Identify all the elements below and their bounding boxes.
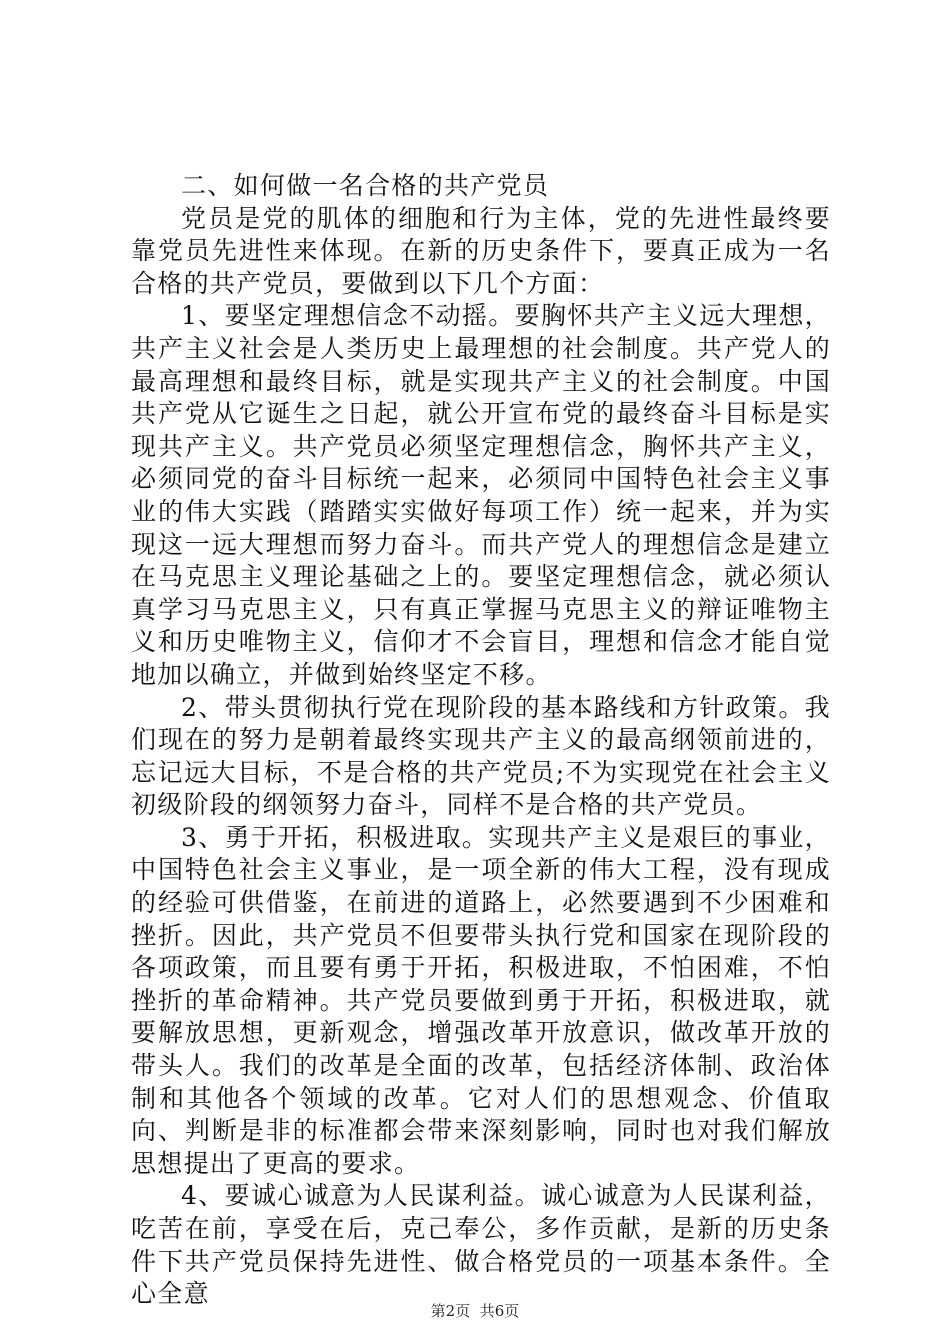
paragraph-intro: 党员是党的肌体的细胞和行为主体，党的先进性最终要靠党员先进性来体现。在新的历史条件下，要真正成为一名合格的共产党员，要做到以下几个方面： xyxy=(131,203,831,298)
page-number: 第2页 xyxy=(430,1302,471,1320)
section-heading: 二、如何做一名合格的共产党员 xyxy=(181,171,550,200)
page-footer xyxy=(0,1300,950,1321)
paragraph-point-4: 4、要诚心诚意为人民谋利益。诚心诚意为人民谋利益，吃苦在前，享受在后，克己奉公，多作贡献，是新的历史条件下共产党员保持先进性、做合格党员的一项基本条件。全心全意 xyxy=(131,1181,831,1309)
paragraph-point-2: 2、带头贯彻执行党在现阶段的基本路线和方针政策。我们现在的努力是朝着最终实现共产主义的最高纲领前进的，忘记远大目标，不是合格的共产党员;不为实现党在社会主义初级阶段的纲领努力奋斗，同样不是合格的共产党员。 xyxy=(131,692,831,820)
page-total: 共6页 xyxy=(479,1302,520,1320)
paragraph-point-1: 1、要坚定理想信念不动摇。要胸怀共产主义远大理想，共产主义社会是人类历史上最理想的社会制度。共产党人的最高理想和最终目标，就是实现共产主义的社会制度。中国共产党从它诞生之日起，就公开宣布党的最终奋斗目标是实现共产主义。共产党员必须坚定理想信念，胸怀共产主义，必须同党的奋斗目标统一起来，必须同中国特色社会主义事业的伟大实践（踏踏实实做好每项工作）统一起来，并为实现这一远大理想而努力奋斗。而共产党人的理想信念是建立在马克思主义理论基础之上的。要坚定理想信念，就必须认真学习马克思主义，只有真正掌握马克思主义的辩证唯物主义和历史唯物主义，信仰才不会盲目，理想和信念才能自觉地加以确立，并做到始终坚定不移。 xyxy=(131,301,831,689)
paragraph-point-3: 3、勇于开拓，积极进取。实现共产主义是艰巨的事业，中国特色社会主义事业，是一项全新的伟大工程，没有现成的经验可供借鉴，在前进的道路上，必然要遇到不少困难和挫折。因此，共产党员不但要带头执行党和国家在现阶段的各项政策，而且要有勇于开拓，积极进取，不怕困难，不怕挫折的革命精神。共产党员要做到勇于开拓，积极进取，就要解放思想，更新观念，增强改革开放意识，做改革开放的带头人。我们的改革是全面的改革，包括经济体制、政治体制和其他各个领域的改革。它对人们的思想观念、价值取向、判断是非的标准都会带来深刻影响，同时也对我们解放思想提出了更高的要求。 xyxy=(131,822,831,1178)
document-body xyxy=(131,170,831,1311)
footer-spacer xyxy=(470,1302,480,1320)
